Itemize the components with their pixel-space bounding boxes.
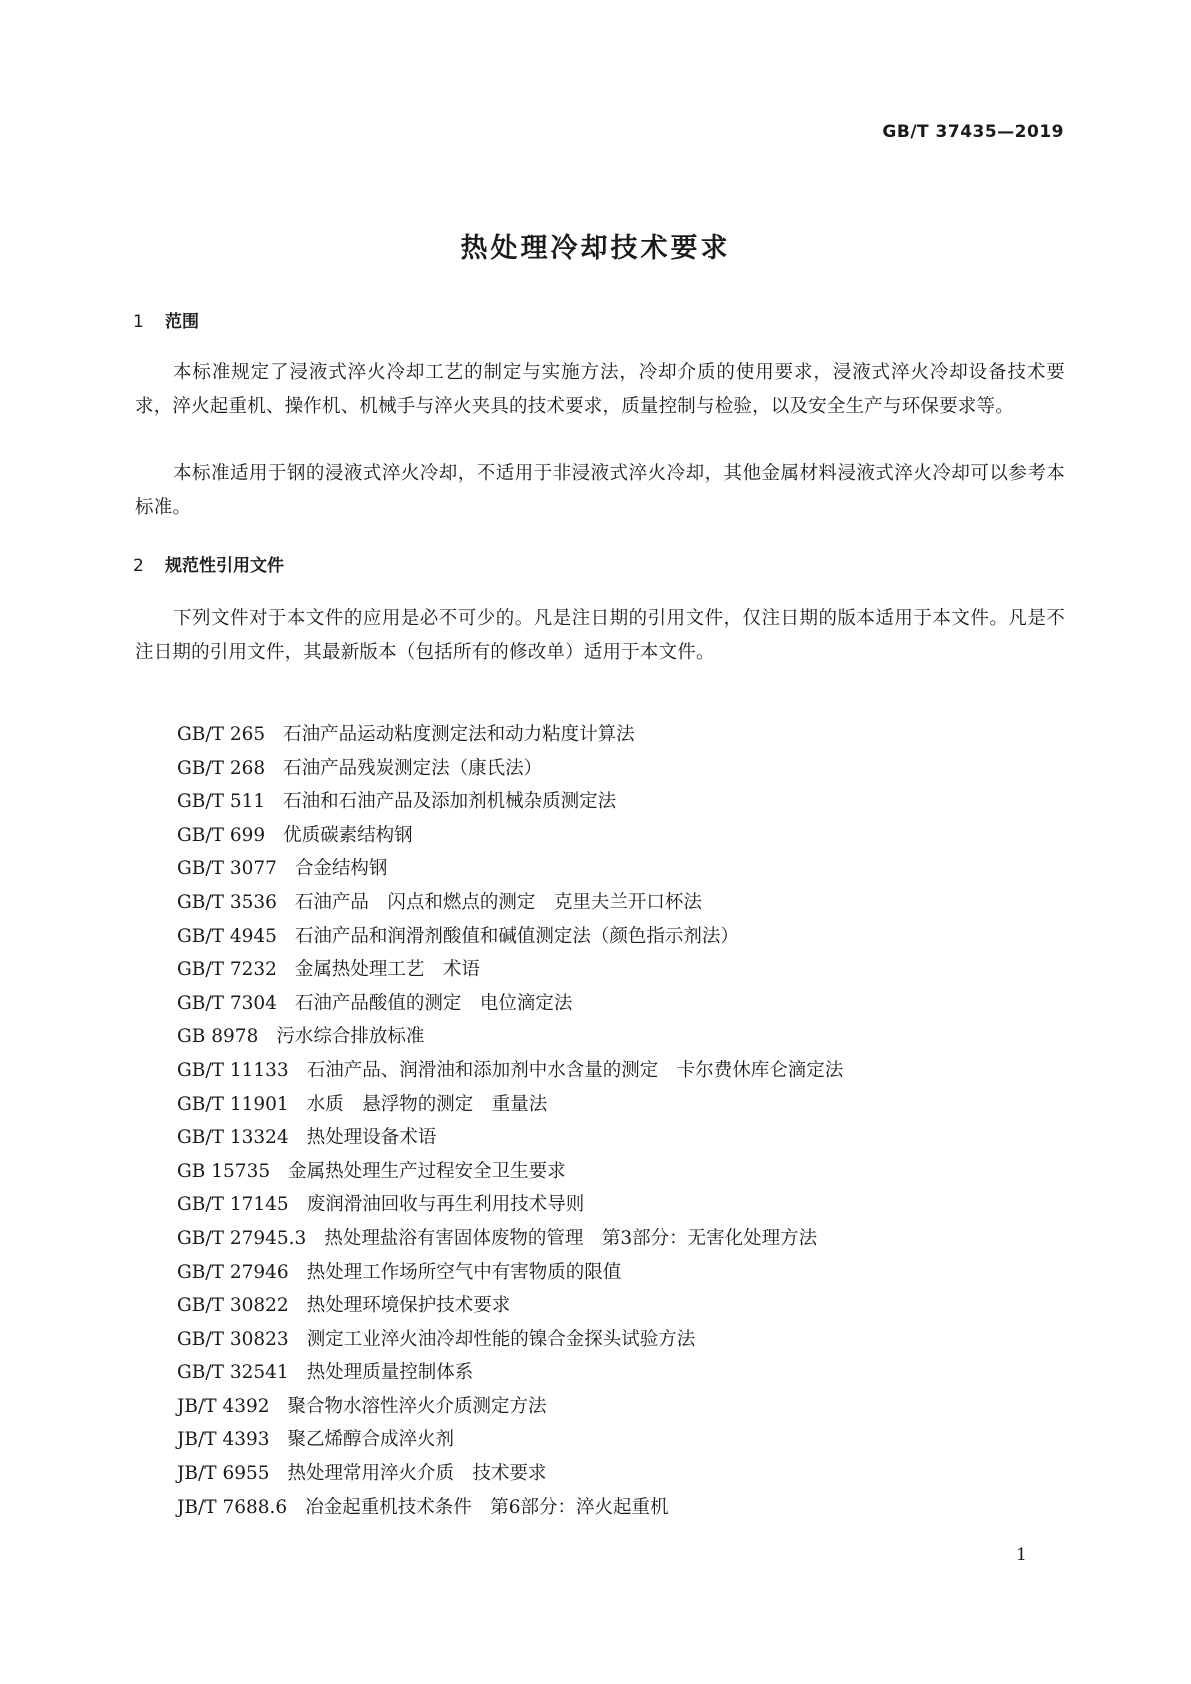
reference-item <box>177 1423 843 1457</box>
reference-item <box>177 752 843 786</box>
reference-item <box>177 1088 843 1122</box>
reference-code: JB/T 4392 <box>177 1395 270 1417</box>
section-1-paragraph-2: 本标准适用于钢的浸液式淬火冷却，不适用于非浸液式淬火冷却，其他金属材料浸液式淬火冷却可以参考本标准。 <box>135 463 1065 518</box>
reference-code: GB/T 7304 <box>177 992 277 1014</box>
standard-number: GB/T 37435—2019 <box>882 122 1064 142</box>
reference-title: 石油产品和润滑剂酸值和碱值测定法（颜色指示剂法） <box>294 925 739 947</box>
section-2-number: 2 <box>133 556 144 576</box>
reference-code: GB/T 17145 <box>177 1194 289 1216</box>
reference-item <box>177 1289 843 1323</box>
reference-code: GB/T 265 <box>177 724 266 745</box>
reference-code: JB/T 6955 <box>177 1463 270 1485</box>
reference-code: GB/T 3536 <box>177 891 277 913</box>
section-1-heading <box>133 307 199 332</box>
reference-item <box>177 920 843 954</box>
reference-code: GB 15735 <box>177 1160 271 1182</box>
reference-title: 废润滑油回收与再生利用技术导则 <box>306 1194 585 1216</box>
reference-title: 聚合物水溶性淬火介质测定方法 <box>287 1395 547 1417</box>
reference-code: GB/T 4945 <box>177 925 277 947</box>
reference-title: 优质碳素结构钢 <box>283 824 413 846</box>
reference-code: JB/T 4393 <box>177 1429 270 1451</box>
reference-item <box>177 718 843 752</box>
reference-item <box>177 1020 843 1054</box>
reference-item <box>177 1188 843 1222</box>
reference-item <box>177 1256 843 1290</box>
reference-code: GB/T 11901 <box>177 1093 289 1115</box>
section-1-paragraph-1: 本标准规定了浸液式淬火冷却工艺的制定与实施方法，冷却介质的使用要求，浸液式淬火冷却设备技术要求，淬火起重机、操作机、机械手与淬火夹具的技术要求，质量控制与检验，以及安全生产与环保要求等。 <box>135 362 1065 417</box>
reference-item <box>177 953 843 987</box>
reference-item <box>177 1457 843 1491</box>
section-2-title: 规范性引用文件 <box>165 556 284 576</box>
reference-title: 石油和石油产品及添加剂机械杂质测定法 <box>283 791 617 813</box>
reference-title: 石油产品残炭测定法（康氏法） <box>283 757 543 779</box>
reference-item <box>177 1323 843 1357</box>
reference-item <box>177 1121 843 1155</box>
reference-item <box>177 1491 843 1525</box>
reference-title: 石油产品、润滑油和添加剂中水含量的测定 卡尔费休库仑滴定法 <box>306 1059 844 1081</box>
document-title: 热处理冷却技术要求 <box>460 233 731 264</box>
reference-item <box>177 886 843 920</box>
reference-code: GB/T 27945.3 <box>177 1227 307 1249</box>
reference-title: 热处理工作场所空气中有害物质的限值 <box>306 1261 622 1283</box>
reference-title: 测定工业淬火油冷却性能的镍合金探头试验方法 <box>306 1328 696 1350</box>
reference-title: 热处理常用淬火介质 技术要求 <box>287 1463 547 1485</box>
reference-code: GB/T 27946 <box>177 1261 289 1283</box>
reference-code: JB/T 7688.6 <box>177 1496 288 1518</box>
reference-title: 冶金起重机技术条件 第6部分：淬火起重机 <box>305 1496 669 1518</box>
reference-code: GB/T 30822 <box>177 1295 289 1317</box>
reference-item <box>177 1390 843 1424</box>
reference-title: 合金结构钢 <box>294 858 388 880</box>
reference-item <box>177 819 843 853</box>
reference-item <box>177 1222 843 1256</box>
reference-code: GB/T 32541 <box>177 1362 289 1384</box>
reference-code: GB/T 511 <box>177 791 266 813</box>
normative-references-list <box>177 718 843 1524</box>
reference-code: GB 8978 <box>177 1026 259 1048</box>
reference-title: 石油产品 闪点和燃点的测定 克里夫兰开口杯法 <box>294 891 702 913</box>
reference-title: 金属热处理工艺 术语 <box>294 959 480 981</box>
reference-code: GB/T 11133 <box>177 1059 289 1081</box>
reference-code: GB/T 3077 <box>177 858 277 880</box>
reference-item <box>177 852 843 886</box>
reference-title: 热处理盐浴有害固体废物的管理 第3部分：无害化处理方法 <box>324 1227 818 1249</box>
section-1-title: 范围 <box>165 312 199 332</box>
reference-item <box>177 987 843 1021</box>
reference-code: GB/T 13324 <box>177 1127 289 1149</box>
reference-title: 热处理设备术语 <box>306 1127 437 1149</box>
reference-item <box>177 1356 843 1390</box>
reference-title: 金属热处理生产过程安全卫生要求 <box>288 1160 566 1182</box>
section-2-intro: 下列文件对于本文件的应用是必不可少的。凡是注日期的引用文件，仅注日期的版本适用于本文件。凡是不注日期的引用文件，其最新版本（包括所有的修改单）适用于本文件。 <box>135 608 1065 663</box>
reference-code: GB/T 30823 <box>177 1328 289 1350</box>
reference-title: 水质 悬浮物的测定 重量法 <box>306 1093 548 1115</box>
reference-code: GB/T 268 <box>177 757 266 779</box>
reference-title: 热处理质量控制体系 <box>306 1362 474 1384</box>
reference-title: 石油产品运动粘度测定法和动力粘度计算法 <box>283 724 635 745</box>
page-number: 1 <box>1016 1545 1027 1565</box>
reference-title: 污水综合排放标准 <box>276 1026 425 1048</box>
reference-item <box>177 1054 843 1088</box>
reference-item <box>177 785 843 819</box>
reference-code: GB/T 699 <box>177 824 266 846</box>
reference-code: GB/T 7232 <box>177 959 277 981</box>
section-1-number: 1 <box>133 312 144 332</box>
section-2-heading <box>133 551 284 576</box>
reference-title: 聚乙烯醇合成淬火剂 <box>287 1429 455 1451</box>
reference-title: 热处理环境保护技术要求 <box>306 1295 511 1317</box>
reference-title: 石油产品酸值的测定 电位滴定法 <box>294 992 573 1014</box>
reference-item <box>177 1155 843 1189</box>
